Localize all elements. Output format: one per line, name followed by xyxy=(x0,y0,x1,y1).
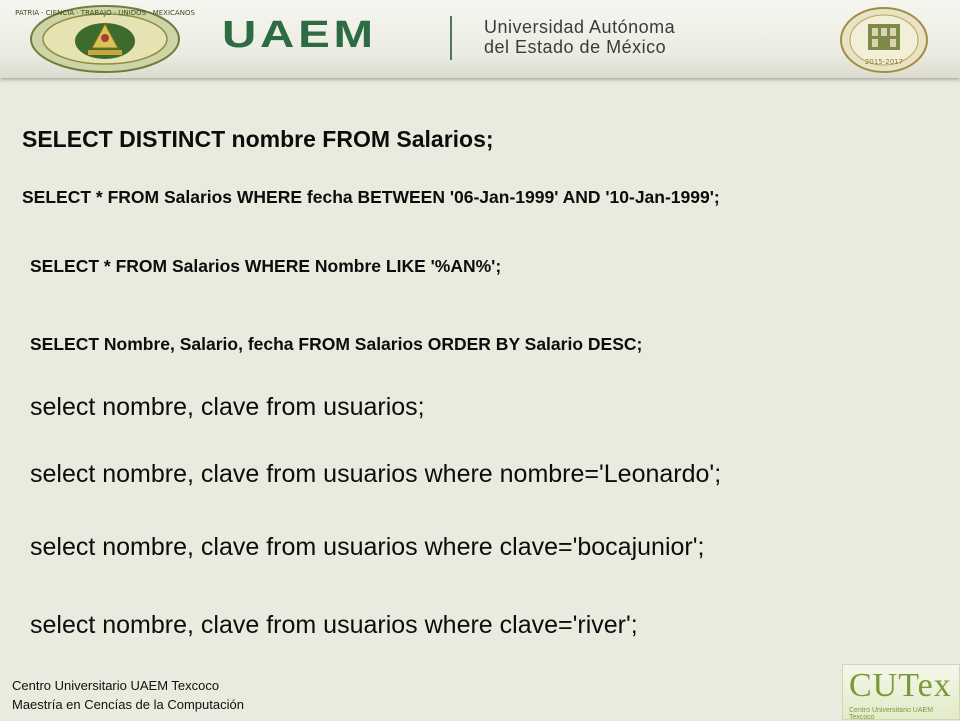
brand-logotype: UAEM xyxy=(222,14,377,56)
uaem-shield-seal-icon xyxy=(15,4,195,74)
university-name xyxy=(484,17,675,57)
cutex-subtitle: Centro Universitario UAEM Texcoco xyxy=(849,707,934,721)
svg-text:PATRIA · CIENCIA · TRABAJO · U: PATRIA · CIENCIA · TRABAJO · UNIDOS · MEXICANOS xyxy=(15,9,195,17)
query-line-6: select nombre, clave from usuarios where nombre='Leonardo'; xyxy=(30,460,722,488)
cutex-logo: CUTex xyxy=(849,667,952,704)
footer-line-2: Maestría en Cencías de la Computación xyxy=(12,697,244,712)
query-line-1: SELECT DISTINCT nombre FROM Salarios; xyxy=(22,126,494,152)
anniversary-seal-icon xyxy=(838,6,930,74)
header-banner xyxy=(0,0,960,78)
university-name-line2: del Estado de México xyxy=(484,37,667,57)
query-line-4: SELECT Nombre, Salario, fecha FROM Salarios ORDER BY Salario DESC; xyxy=(30,334,643,354)
cutex-logo-block xyxy=(842,664,960,720)
query-line-5: select nombre, clave from usuarios; xyxy=(30,393,425,421)
query-line-2: SELECT * FROM Salarios WHERE fecha BETWEEN '06-Jan-1999' AND '10-Jan-1999'; xyxy=(22,187,720,207)
brand-divider xyxy=(450,16,452,60)
query-line-3: SELECT * FROM Salarios WHERE Nombre LIKE '%AN%'; xyxy=(30,256,502,276)
university-name-line1: Universidad Autónoma xyxy=(484,17,676,37)
footer-credits xyxy=(12,676,244,714)
query-line-7: select nombre, clave from usuarios where clave='bocajunior'; xyxy=(30,533,705,561)
svg-text:2015-2017: 2015-2017 xyxy=(864,58,904,66)
footer-line-1: Centro Universitario UAEM Texcoco xyxy=(12,678,220,693)
query-line-8: select nombre, clave from usuarios where clave='river'; xyxy=(30,611,638,639)
